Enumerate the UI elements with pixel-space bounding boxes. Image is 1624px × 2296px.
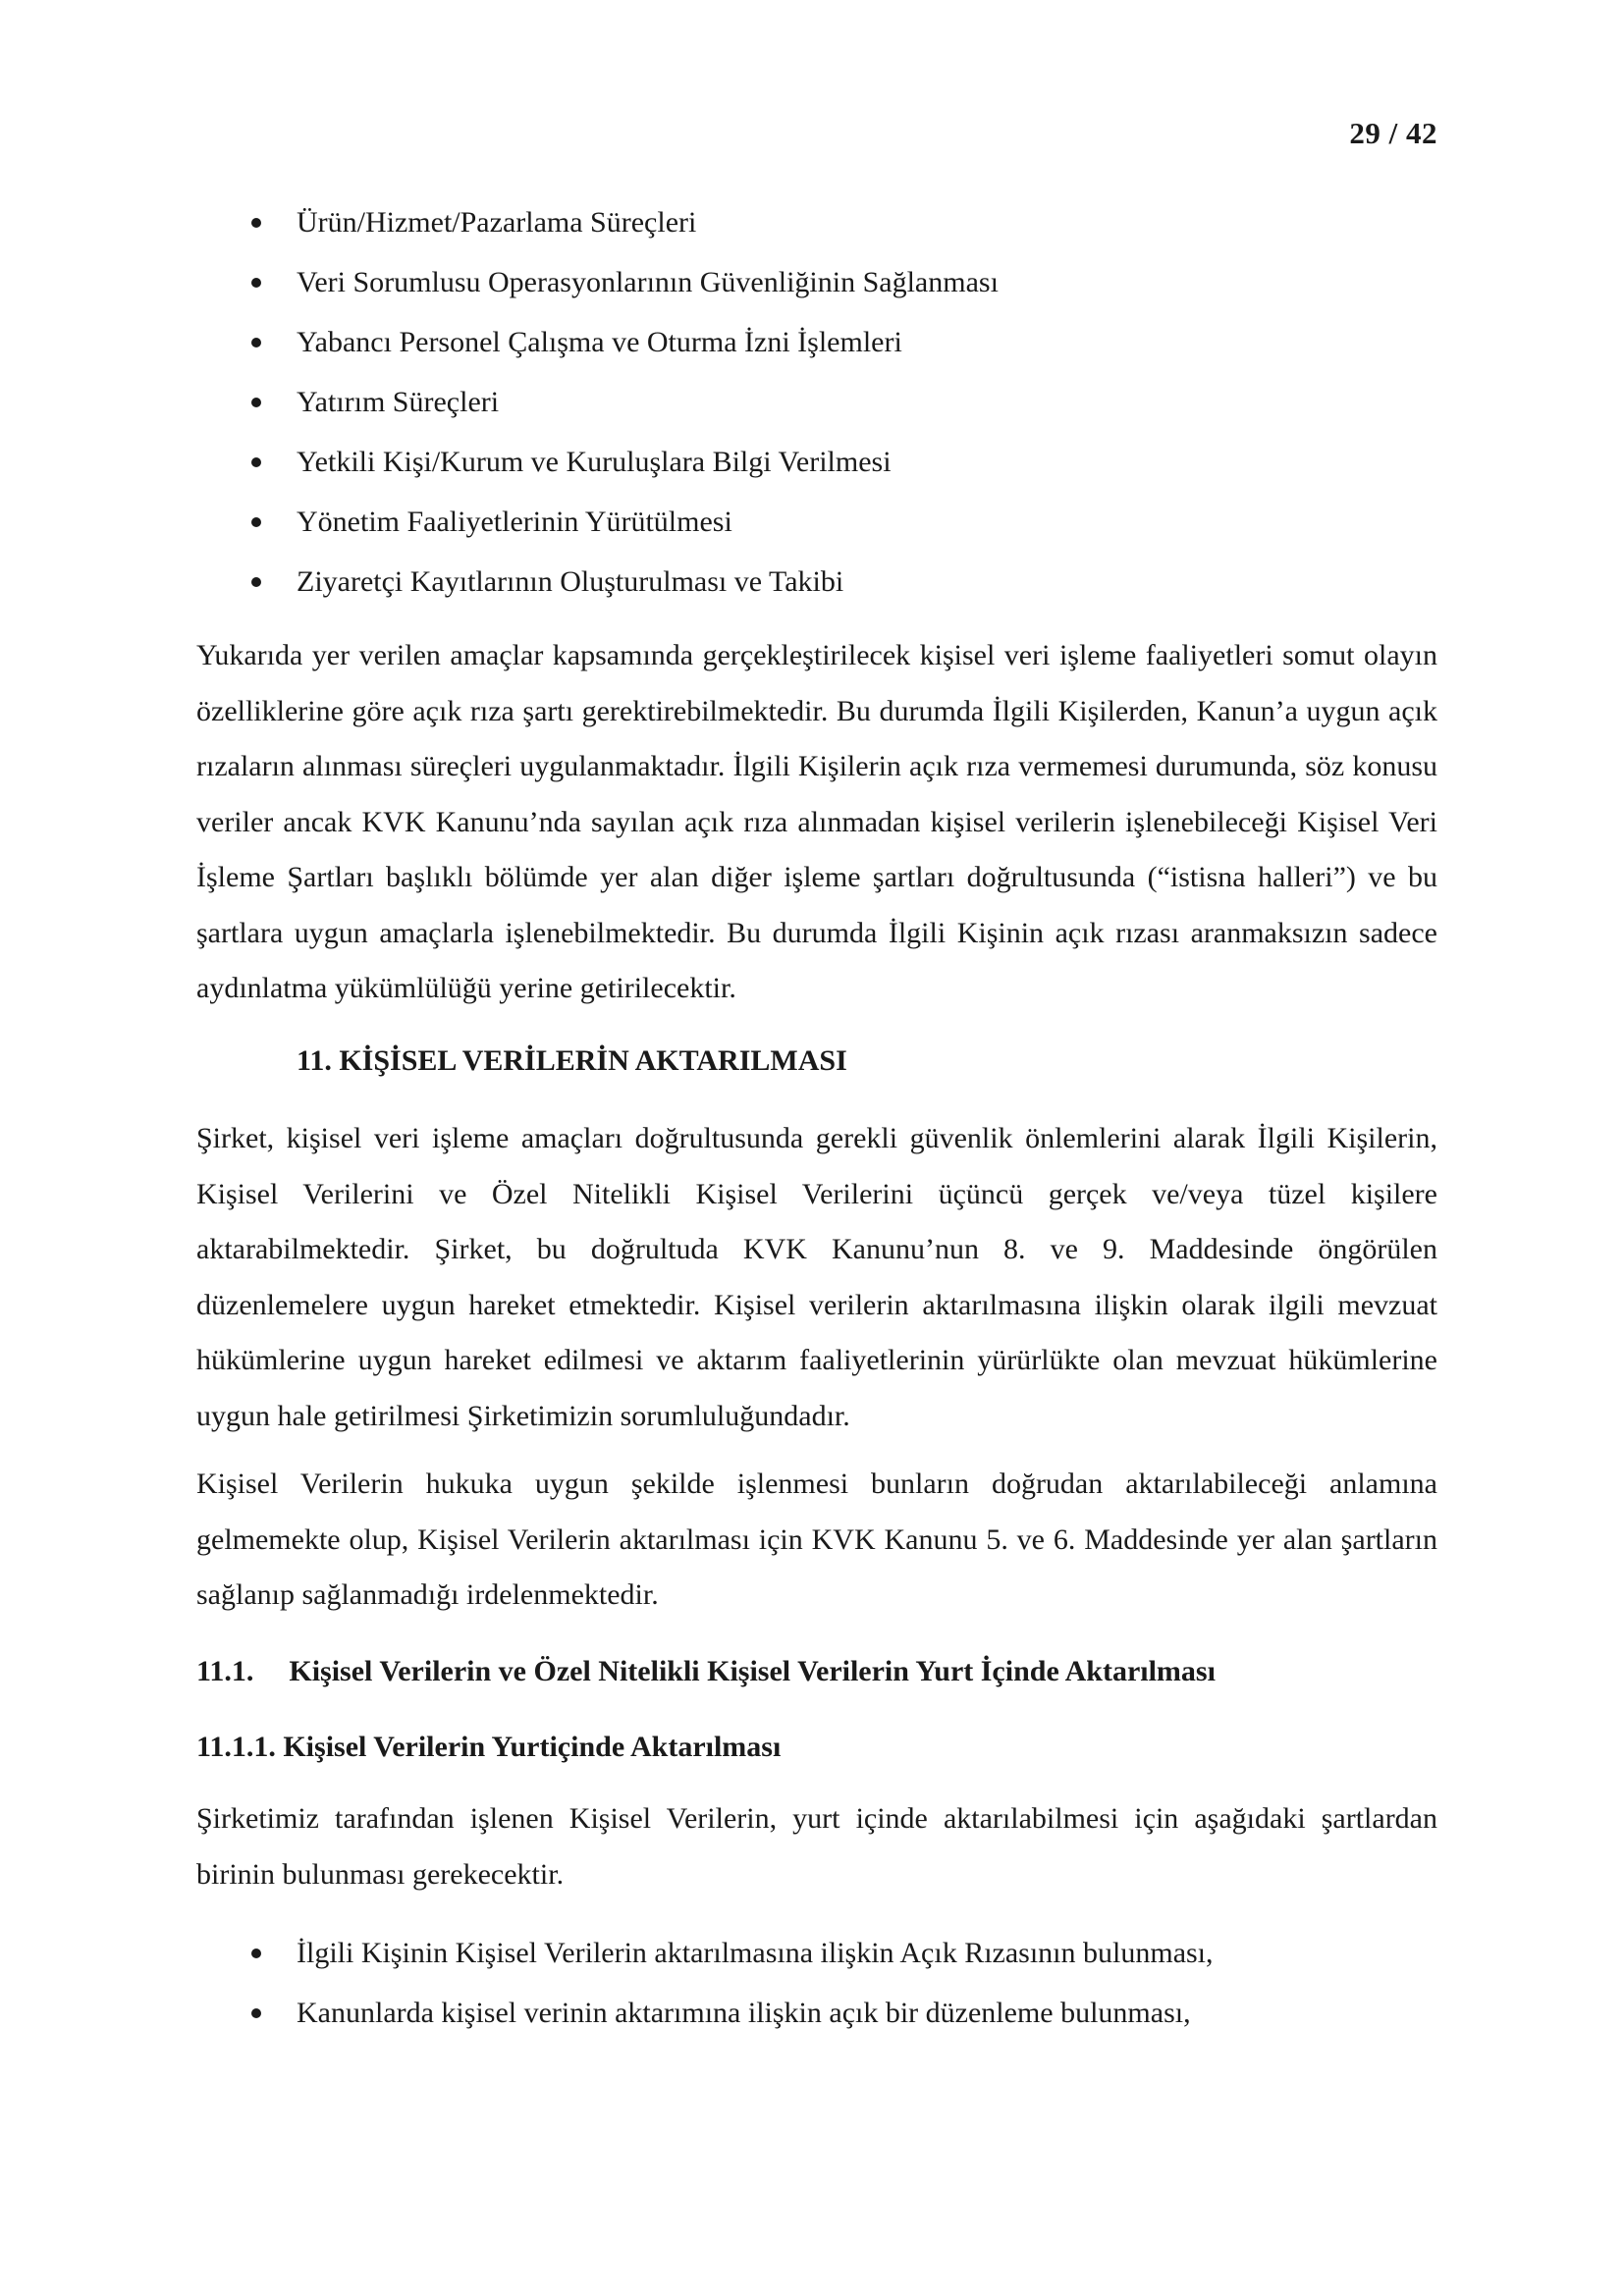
bullet-icon	[251, 517, 261, 527]
section-number: 11.1.	[196, 1655, 254, 1687]
bullet-icon	[251, 457, 261, 467]
paragraph-transfer: Şirket, kişisel veri işleme amaçları doğrultusunda gerekli güvenlik önlemlerini alarak İlgili Kişilerin, Kişisel Verilerini ve Özel Nitelikli Kişisel Verilerini üçüncü gerçek ve/veya tüzel kişilere aktarabilmektedir. Şirket, bu doğrultuda KVK Kanunu’nun 8. ve 9. Maddesinde öngörülen düzenlemelere uygun hareket etmektedir. Kişisel verilerin aktarılmasına ilişkin olarak ilgili mevzuat hükümlerine uygun hareket edilmesi ve aktarım faaliyetlerinin yürürlükte olan mevzuat hükümlerine uygun hale getirilmesi Şirketimizin sorumluluğundadır.	[196, 1122, 1437, 1432]
purpose-bullet-list	[196, 192, 1437, 612]
bullet-icon	[251, 398, 261, 407]
paragraph-consent: Yukarıda yer verilen amaçlar kapsamında gerçekleştirilecek kişisel veri işleme faaliyetleri somut olayın özelliklerine göre açık rıza şartı gerektirebilmektedir. Bu durumda İlgili Kişilerden, Kanun’a uygun açık rızaların alınması süreçleri uygulanmaktadır. İlgili Kişilerin açık rıza vermemesi durumunda, söz konusu veriler ancak KVK Kanunu’nda sayılan açık rıza alınmadan kişisel verilerin işlenebileceği Kişisel Veri İşleme Şartları başlıklı bölümde yer alan diğer işleme şartları doğrultusunda (“istisna halleri”) ve bu şartlara uygun amaçlarla işlenebilmektedir. Bu durumda İlgili Kişinin açık rızası aranmaksızın sadece aydınlatma yükümlülüğü yerine getirilecektir.	[196, 639, 1437, 1004]
document-page	[196, 0, 1437, 2296]
list-item: İlgili Kişinin Kişisel Verilerin aktarılmasına ilişkin Açık Rızasının bulunması,	[196, 1923, 1437, 1983]
bullet-icon	[251, 338, 261, 347]
list-item: Veri Sorumlusu Operasyonlarının Güvenliğinin Sağlanması	[196, 252, 1437, 312]
list-item: Yönetim Faaliyetlerinin Yürütülmesi	[196, 492, 1437, 552]
condition-bullet-list	[196, 1923, 1437, 2043]
list-item: Yetkili Kişi/Kurum ve Kuruluşlara Bilgi Verilmesi	[196, 432, 1437, 492]
bullet-icon	[251, 577, 261, 587]
section-title: Kişisel Verilerin ve Özel Nitelikli Kişisel Verilerin Yurt İçinde Aktarılması	[289, 1655, 1216, 1687]
list-item: Yabancı Personel Çalışma ve Oturma İzni İşlemleri	[196, 312, 1437, 372]
section-heading-11-1-1: 11.1.1. Kişisel Verilerin Yurtiçinde Aktarılması	[196, 1731, 782, 1763]
list-item: Ziyaretçi Kayıtlarının Oluşturulması ve Takibi	[196, 552, 1437, 612]
list-item: Ürün/Hizmet/Pazarlama Süreçleri	[196, 192, 1437, 252]
page-number: 29 / 42	[1349, 116, 1437, 150]
paragraph-domestic-conditions: Şirketimiz tarafından işlenen Kişisel Verilerin, yurt içinde aktarılabilmesi için aşağıdaki şartlardan birinin bulunması gerekecektir.	[196, 1802, 1437, 1891]
list-item: Kanunlarda kişisel verinin aktarımına ilişkin açık bir düzenleme bulunması,	[196, 1983, 1437, 2043]
list-item: Yatırım Süreçleri	[196, 372, 1437, 432]
bullet-icon	[251, 218, 261, 228]
bullet-icon	[251, 278, 261, 288]
section-heading-11-1	[196, 1655, 1216, 1688]
bullet-icon	[251, 2008, 261, 2018]
bullet-icon	[251, 1949, 261, 1958]
section-heading-11: 11. KİŞİSEL VERİLERİN AKTARILMASI	[297, 1044, 847, 1077]
paragraph-lawful-processing: Kişisel Verilerin hukuka uygun şekilde işlenmesi bunların doğrudan aktarılabileceği anlamına gelmemekte olup, Kişisel Verilerin aktarılması için KVK Kanunu 5. ve 6. Maddesinde yer alan şartların sağlanıp sağlanmadığı irdelenmektedir.	[196, 1468, 1437, 1611]
